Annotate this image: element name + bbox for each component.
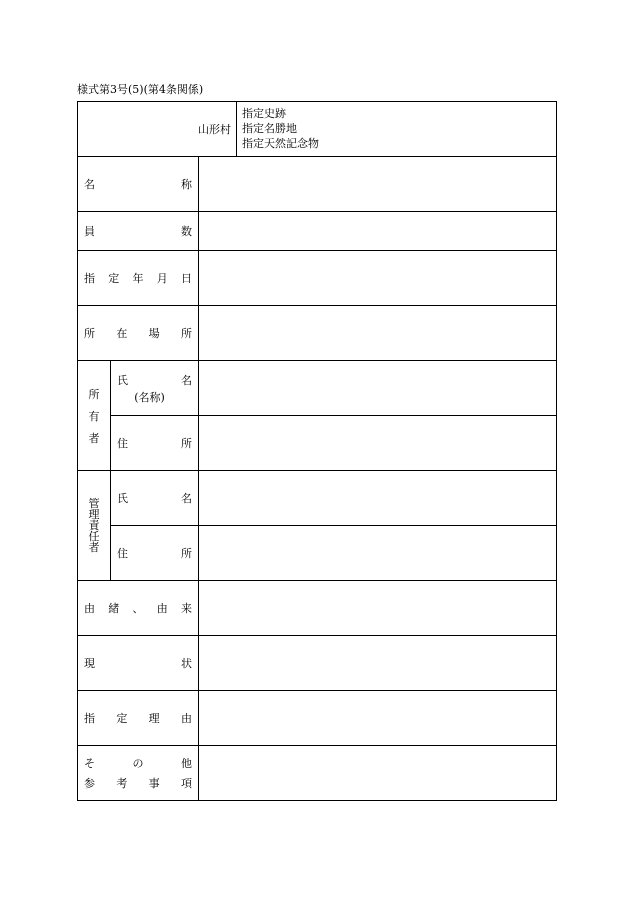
village-cell — [78, 102, 237, 157]
label-location: 所 在 場 所 — [78, 306, 199, 361]
form-caption: 様式第3号(5)(第4条関係) — [77, 83, 204, 96]
row-name — [78, 157, 557, 212]
label-owner-name: 氏 名 (名称) — [111, 361, 199, 416]
row-location — [78, 306, 557, 361]
value-name[interactable] — [199, 157, 557, 212]
label-manager-address: 住 所 — [111, 526, 199, 581]
value-history[interactable] — [199, 581, 557, 636]
registration-form-table — [77, 101, 557, 801]
value-other[interactable] — [199, 746, 557, 801]
row-manager-address — [78, 526, 557, 581]
label-other: そ の 他 参 考 事 項 — [78, 746, 199, 801]
row-date — [78, 251, 557, 306]
row-count — [78, 212, 557, 251]
label-owner-address: 住 所 — [111, 416, 199, 471]
value-location[interactable] — [199, 306, 557, 361]
value-status[interactable] — [199, 636, 557, 691]
value-manager-name[interactable] — [199, 471, 557, 526]
designation-type: 指定史跡 — [242, 107, 286, 120]
designation-type: 指定天然記念物 — [242, 137, 319, 150]
value-reason[interactable] — [199, 691, 557, 746]
row-manager-name — [78, 471, 557, 526]
row-other — [78, 746, 557, 801]
row-status — [78, 636, 557, 691]
label-history: 由 緒 、 由 来 — [78, 581, 199, 636]
label-owner-group: 所 有 者 — [78, 361, 111, 471]
value-owner-address[interactable] — [199, 416, 557, 471]
row-history — [78, 581, 557, 636]
owner-name-note: (名称) — [134, 390, 165, 404]
designation-type: 指定名勝地 — [242, 122, 297, 135]
label-manager-group: 管 理 責 任 者 — [78, 471, 111, 581]
label-manager-name: 氏 名 — [111, 471, 199, 526]
value-owner-name[interactable] — [199, 361, 557, 416]
label-count: 員 数 — [78, 212, 199, 251]
value-count[interactable] — [199, 212, 557, 251]
value-date[interactable] — [199, 251, 557, 306]
label-reason: 指 定 理 由 — [78, 691, 199, 746]
designation-types-cell — [237, 102, 557, 157]
row-owner-address — [78, 416, 557, 471]
value-manager-address[interactable] — [199, 526, 557, 581]
village-name: 山形村 — [198, 123, 231, 136]
label-status: 現 状 — [78, 636, 199, 691]
row-reason — [78, 691, 557, 746]
header-row — [78, 102, 557, 157]
label-name: 名 称 — [78, 157, 199, 212]
row-owner-name — [78, 361, 557, 416]
label-date: 指 定 年 月 日 — [78, 251, 199, 306]
